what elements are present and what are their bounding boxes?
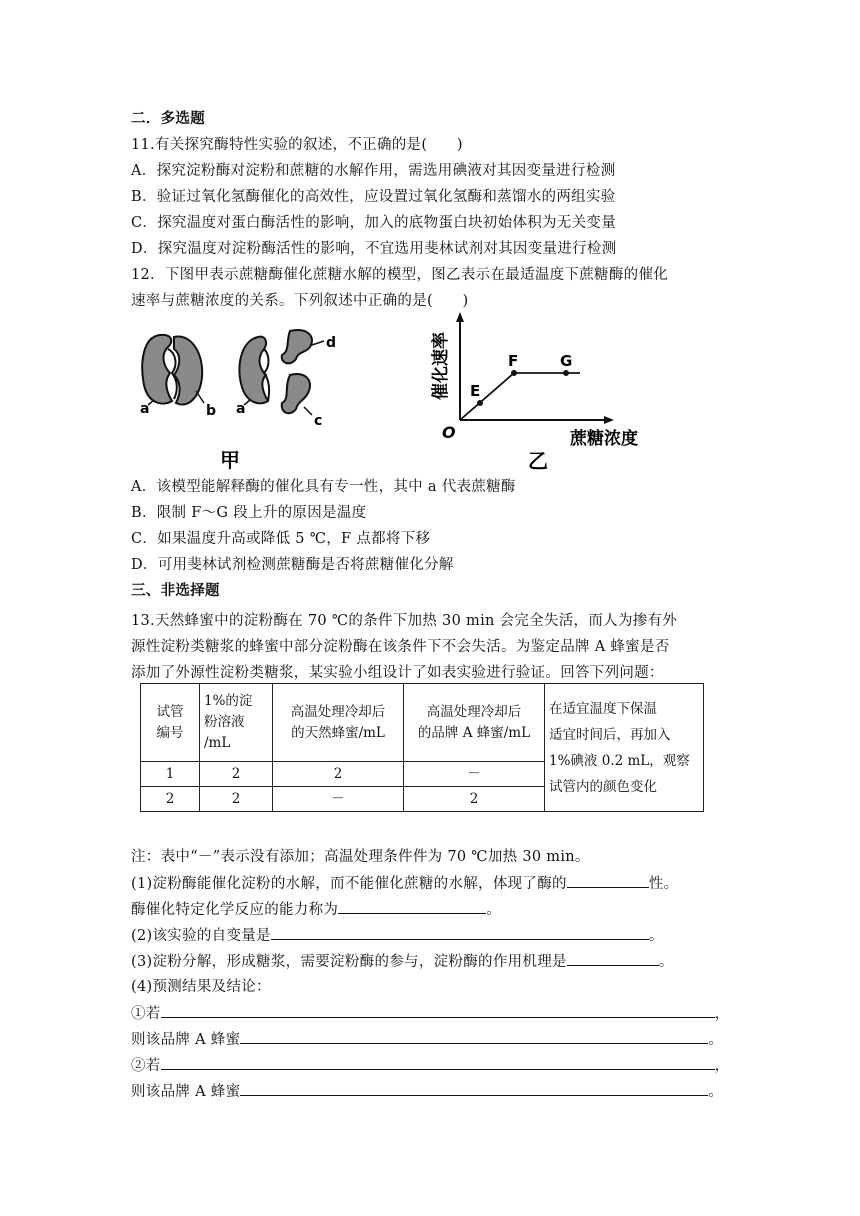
q12-option-d: D．可用斐林试剂检测蔗糖酶是否将蔗糖催化分解 xyxy=(131,557,454,573)
q12-option-c: C．如果温度升高或降低 5 ℃，F 点都将下移 xyxy=(131,531,431,547)
q11-stem: 11.有关探究酶特性实验的叙述，不正确的是( ) xyxy=(131,137,463,153)
answer-blank[interactable] xyxy=(567,872,649,888)
q11-option-b: B．验证过氧化氢酶催化的高效性，应设置过氧化氢酶和蒸馏水的两组实验 xyxy=(131,189,616,205)
side-instruction: 在适宜温度下保温 适宜时间后，再加入 1%碘液 0.2 mL，观察 试管内的颜色变化 xyxy=(545,684,704,812)
th-starch: 1%的淀 粉溶液 /mL xyxy=(200,684,273,762)
q12-stem-line2: 速率与蔗糖浓度的关系。下列叙述中正确的是( ) xyxy=(131,293,469,309)
table-note: 注：表中“－”表示没有添加；高温处理条件件为 70 ℃加热 30 min。 xyxy=(131,849,590,865)
caption-jia: 甲 xyxy=(220,448,240,472)
origin-label: O xyxy=(442,423,456,442)
q13-sub1-line1: (1)淀粉酶能催化淀粉的水解，而不能催化蔗糖的水解，体现了酶的 性。 xyxy=(131,872,678,895)
rate-concentration-graph xyxy=(428,310,668,475)
point-e-label: E xyxy=(470,382,481,400)
q12-option-a: A．该模型能解释酶的催化具有专一性，其中 a 代表蔗糖酶 xyxy=(131,479,516,495)
q13-result2-line1: ②若 ， xyxy=(131,1054,729,1077)
figure-yi xyxy=(428,310,668,475)
y-axis-label: 催化速率 xyxy=(431,332,451,400)
answer-blank[interactable] xyxy=(161,1054,715,1070)
answer-blank[interactable] xyxy=(240,1028,708,1044)
enzyme-model-diagram xyxy=(130,325,360,475)
q13-result1-line1: ①若 ， xyxy=(131,1002,729,1025)
experiment-table xyxy=(140,683,704,812)
label-d: d xyxy=(326,335,337,351)
answer-blank[interactable] xyxy=(240,1080,708,1096)
table-row: 2 2 － 2 xyxy=(141,787,704,812)
th-brand-a-honey: 高温处理冷却后 的品牌 A 蜂蜜/mL xyxy=(404,684,545,762)
figure-jia xyxy=(130,325,360,475)
label-b: b xyxy=(206,403,217,419)
label-a-right: a xyxy=(236,401,246,417)
section3-heading: 三、非选择题 xyxy=(131,583,220,599)
answer-blank[interactable] xyxy=(271,924,649,940)
answer-blank[interactable] xyxy=(338,898,486,914)
point-f-label: F xyxy=(508,352,519,370)
q13-sub1-line2: 酶催化特定化学反应的能力称为 。 xyxy=(131,898,501,921)
q13-intro-line3: 添加了外源性淀粉类糖浆，某实验小组设计了如表实验进行验证。回答下列问题： xyxy=(131,665,664,681)
q13-sub3: (3)淀粉分解，形成糖浆，需要淀粉酶的参与，淀粉酶的作用机理是 。 xyxy=(131,950,674,973)
q11-option-a: A．探究淀粉酶对淀粉和蔗糖的水解作用，需选用碘液对其因变量进行检测 xyxy=(131,163,616,179)
th-tube: 试管 编号 xyxy=(141,684,200,762)
x-axis-label: 蔗糖浓度 xyxy=(570,429,638,449)
label-a-left: a xyxy=(140,401,150,417)
q12-option-b: B．限制 F～G 段上升的原因是温度 xyxy=(131,505,367,521)
caption-yi: 乙 xyxy=(528,449,548,473)
point-g-label: G xyxy=(560,352,573,370)
label-c: c xyxy=(314,413,323,429)
q11-option-d: D．探究温度对淀粉酶活性的影响，不宜选用斐林试剂对其因变量进行检测 xyxy=(131,241,617,257)
q13-intro-line2: 源性淀粉类糖浆的蜂蜜中部分淀粉酶在该条件下不会失活。为鉴定品牌 A 蜂蜜是否 xyxy=(131,639,670,655)
answer-blank[interactable] xyxy=(161,1002,715,1018)
q11-option-c: C．探究温度对蛋白酶活性的影响，加入的底物蛋白块初始体积为无关变量 xyxy=(131,215,616,231)
section2-heading: 二．多选题 xyxy=(131,111,205,127)
q12-stem-line1: 12．下图甲表示蔗糖酶催化蔗糖水解的模型，图乙表示在最适温度下蔗糖酶的催化 xyxy=(131,267,669,283)
q13-result2-line2: 则该品牌 A 蜂蜜 。 xyxy=(131,1080,723,1103)
q13-intro-line1: 13.天然蜂蜜中的淀粉酶在 70 ℃的条件下加热 30 min 会完全失活，而人为掺有外 xyxy=(131,613,678,629)
q13-result1-line2: 则该品牌 A 蜂蜜 。 xyxy=(131,1028,723,1051)
q13-sub2: (2)该实验的自变量是 。 xyxy=(131,924,664,947)
th-natural-honey: 高温处理冷却后 的天然蜂蜜/mL xyxy=(273,684,404,762)
table-row: 1 2 2 － xyxy=(141,762,704,787)
answer-blank[interactable] xyxy=(567,950,659,966)
q13-sub4: (4)预测结果及结论： xyxy=(131,979,271,995)
